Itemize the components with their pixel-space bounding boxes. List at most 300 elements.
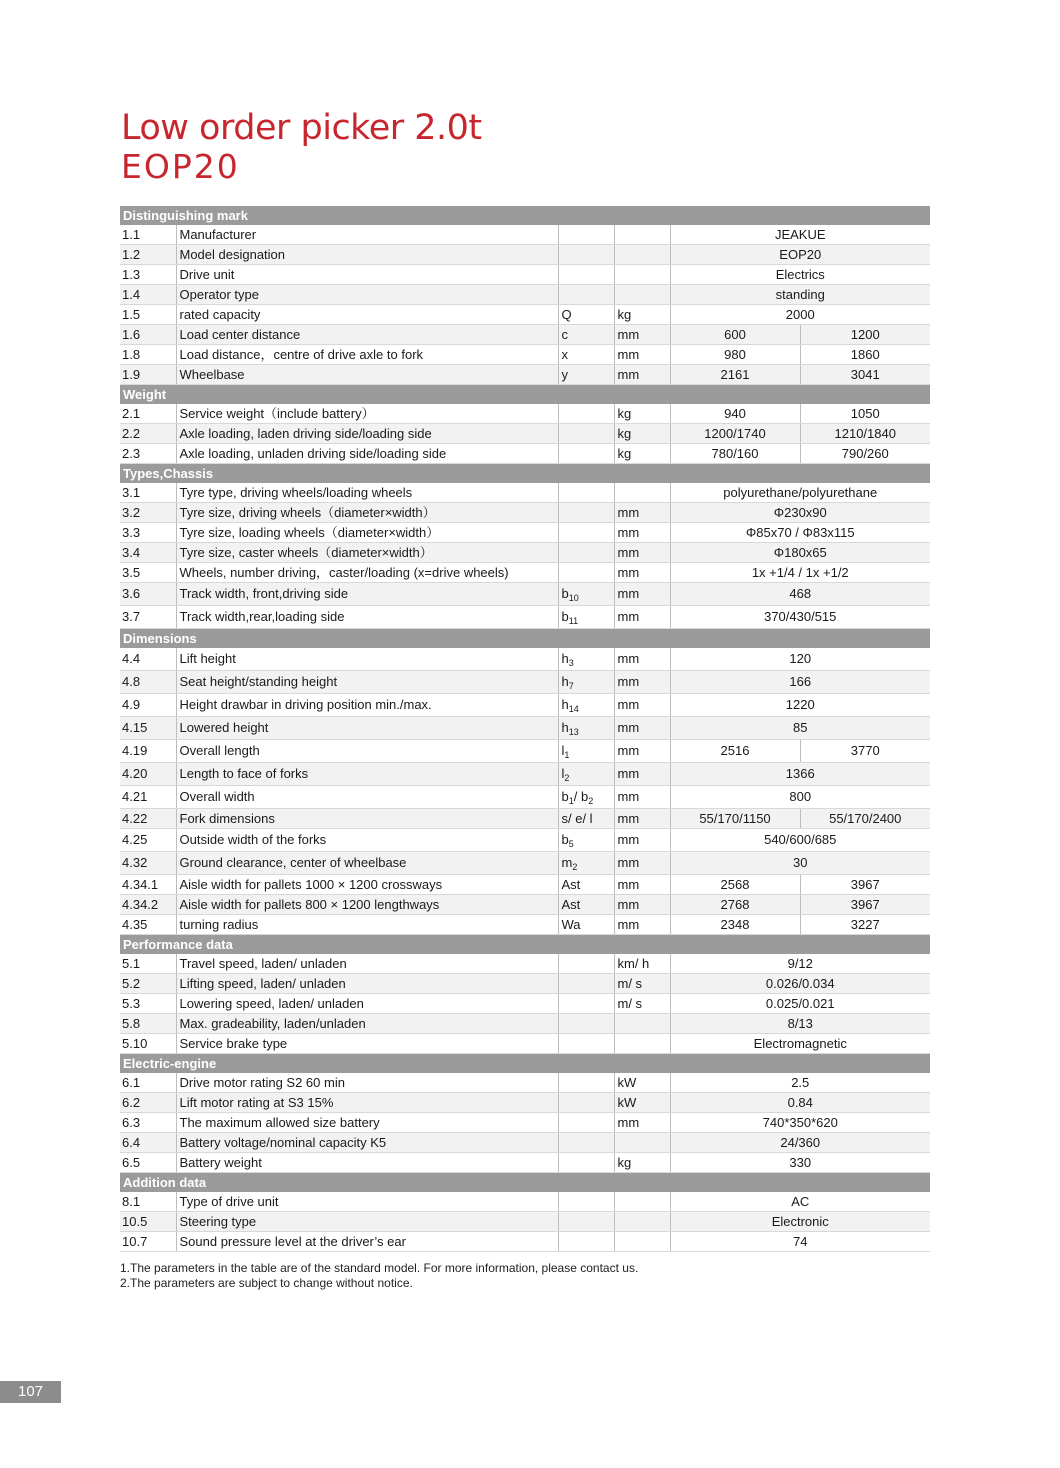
row-symbol [558, 285, 614, 305]
symbol-subscript: 10 [568, 593, 579, 603]
section-header [120, 1054, 930, 1074]
row-unit [614, 1232, 670, 1252]
table-row [120, 543, 930, 563]
table-row [120, 1034, 930, 1054]
row-description: Steering type [176, 1212, 558, 1232]
section-title: Addition data [120, 1173, 930, 1193]
row-value: Φ180x65 [670, 543, 930, 563]
symbol-subscript: 5 [568, 839, 574, 849]
row-value: 2516 [670, 740, 800, 763]
row-symbol [558, 994, 614, 1014]
row-description: Track width, front,driving side [176, 583, 558, 606]
row-description: Length to face of forks [176, 763, 558, 786]
row-ref: 4.20 [120, 763, 176, 786]
row-unit: kg [614, 404, 670, 424]
row-value: Φ85x70 / Φ83x115 [670, 523, 930, 543]
row-symbol [558, 225, 614, 245]
row-value: 330 [670, 1153, 930, 1173]
row-ref: 5.2 [120, 974, 176, 994]
row-description: Service brake type [176, 1034, 558, 1054]
row-unit: mm [614, 606, 670, 629]
row-unit: mm [614, 829, 670, 852]
row-description: Seat height/standing height [176, 671, 558, 694]
table-row [120, 954, 930, 974]
row-symbol [558, 740, 614, 763]
row-value: 8/13 [670, 1014, 930, 1034]
section-header [120, 1173, 930, 1193]
row-value: 370/430/515 [670, 606, 930, 629]
row-ref: 8.1 [120, 1192, 176, 1212]
row-value: 540/600/685 [670, 829, 930, 852]
row-value: 1200/1740 [670, 424, 800, 444]
row-value: 30 [670, 852, 930, 875]
row-symbol [558, 523, 614, 543]
row-description: Overall width [176, 786, 558, 809]
row-description: Aisle width for pallets 1000 × 1200 crossways [176, 875, 558, 895]
row-value: polyurethane/polyurethane [670, 483, 930, 503]
row-value: Electronic [670, 1212, 930, 1232]
row-value: 1x +1/4 / 1x +1/2 [670, 563, 930, 583]
row-value: 3227 [800, 915, 930, 935]
row-value: Electrics [670, 265, 930, 285]
row-unit: mm [614, 717, 670, 740]
row-description: Aisle width for pallets 800 × 1200 lengthways [176, 895, 558, 915]
row-ref: 1.4 [120, 285, 176, 305]
row-value: Electromagnetic [670, 1034, 930, 1054]
row-unit: kW [614, 1093, 670, 1113]
row-unit: kW [614, 1073, 670, 1093]
row-ref: 1.1 [120, 225, 176, 245]
symbol-text: b [561, 609, 569, 624]
row-value: 600 [670, 325, 800, 345]
row-description: Overall length [176, 740, 558, 763]
row-value: 0.84 [670, 1093, 930, 1113]
symbol-subscript: 2 [588, 796, 594, 806]
row-symbol [558, 974, 614, 994]
row-value: 2768 [670, 895, 800, 915]
section-title: Dimensions [120, 629, 930, 649]
row-symbol [558, 424, 614, 444]
row-value: AC [670, 1192, 930, 1212]
row-value: 120 [670, 648, 930, 671]
symbol-text: b [561, 586, 569, 601]
row-ref: 5.1 [120, 954, 176, 974]
row-symbol [558, 829, 614, 852]
symbol-text: c [561, 327, 568, 342]
row-description: Height drawbar in driving position min./max. [176, 694, 558, 717]
row-unit: mm [614, 648, 670, 671]
table-row [120, 875, 930, 895]
section-title: Electric-engine [120, 1054, 930, 1074]
symbol-subscript: 2 [564, 773, 570, 783]
row-description: Tyre size, caster wheels（diameter×width） [176, 543, 558, 563]
symbol-subscript: 2 [572, 862, 578, 872]
row-unit: kg [614, 444, 670, 464]
row-value: 85 [670, 717, 930, 740]
row-description: Travel speed, laden/ unladen [176, 954, 558, 974]
table-row [120, 809, 930, 829]
row-ref: 4.15 [120, 717, 176, 740]
row-description: Sound pressure level at the driver’s ear [176, 1232, 558, 1252]
row-description: Tyre size, loading wheels（diameter×width） [176, 523, 558, 543]
row-unit: kg [614, 305, 670, 325]
row-symbol [558, 895, 614, 915]
table-row [120, 563, 930, 583]
symbol-text: b [561, 789, 569, 804]
row-symbol [558, 1133, 614, 1153]
symbol-text: Wa [561, 917, 581, 932]
table-row [120, 717, 930, 740]
row-symbol [558, 852, 614, 875]
row-unit [614, 285, 670, 305]
section-title: Types,Chassis [120, 464, 930, 484]
row-symbol [558, 444, 614, 464]
row-description: Lift motor rating at S3 15% [176, 1093, 558, 1113]
row-description: Type of drive unit [176, 1192, 558, 1212]
row-unit [614, 225, 670, 245]
row-description: Battery voltage/nominal capacity K5 [176, 1133, 558, 1153]
row-description: Wheelbase [176, 365, 558, 385]
row-description: Lift height [176, 648, 558, 671]
row-symbol [558, 503, 614, 523]
row-ref: 1.9 [120, 365, 176, 385]
section-header [120, 385, 930, 405]
row-ref: 4.32 [120, 852, 176, 875]
table-row [120, 265, 930, 285]
spec-table [120, 206, 930, 1252]
symbol-text: m [561, 855, 573, 870]
row-unit [614, 1192, 670, 1212]
row-description: Load center distance [176, 325, 558, 345]
footnote: 1.The parameters in the table are of the standard model. For more information, please contact us. [120, 1261, 639, 1275]
row-value: 55/170/1150 [670, 809, 800, 829]
row-description: Max. gradeability, laden/unladen [176, 1014, 558, 1034]
row-unit: mm [614, 523, 670, 543]
row-unit [614, 1133, 670, 1153]
row-symbol [558, 915, 614, 935]
row-unit: m/ s [614, 994, 670, 1014]
table-row [120, 365, 930, 385]
row-unit: mm [614, 915, 670, 935]
symbol-subscript: 7 [568, 681, 574, 691]
table-row [120, 1192, 930, 1212]
row-unit: mm [614, 503, 670, 523]
table-row [120, 404, 930, 424]
section-title: Performance data [120, 935, 930, 955]
table-row [120, 694, 930, 717]
row-description: Wheels, number driving，caster/loading (x=drive wheels) [176, 563, 558, 583]
row-value: 980 [670, 345, 800, 365]
row-ref: 4.8 [120, 671, 176, 694]
row-ref: 1.6 [120, 325, 176, 345]
row-symbol [558, 954, 614, 974]
row-description: Lowered height [176, 717, 558, 740]
row-description: The maximum allowed size battery [176, 1113, 558, 1133]
row-ref: 5.10 [120, 1034, 176, 1054]
row-value: 3967 [800, 895, 930, 915]
row-symbol [558, 694, 614, 717]
row-unit [614, 265, 670, 285]
row-unit [614, 1212, 670, 1232]
row-symbol [558, 563, 614, 583]
table-row [120, 483, 930, 503]
row-unit: mm [614, 875, 670, 895]
row-symbol [558, 245, 614, 265]
row-value: 780/160 [670, 444, 800, 464]
row-unit: mm [614, 543, 670, 563]
section-header [120, 464, 930, 484]
row-description: Fork dimensions [176, 809, 558, 829]
row-unit: mm [614, 365, 670, 385]
row-value: 1366 [670, 763, 930, 786]
row-unit: mm [614, 852, 670, 875]
row-symbol [558, 875, 614, 895]
table-row [120, 994, 930, 1014]
row-symbol [558, 1212, 614, 1232]
table-row [120, 786, 930, 809]
row-value: 74 [670, 1232, 930, 1252]
row-symbol [558, 345, 614, 365]
row-symbol [558, 763, 614, 786]
symbol-subscript: 3 [568, 658, 574, 668]
row-description: Manufacturer [176, 225, 558, 245]
table-row [120, 974, 930, 994]
footnotes [120, 1261, 638, 1291]
row-value: EOP20 [670, 245, 930, 265]
row-ref: 2.2 [120, 424, 176, 444]
table-row [120, 424, 930, 444]
section-title: Distinguishing mark [120, 206, 930, 225]
page-title: Low order picker 2.0t [121, 108, 482, 148]
table-row [120, 245, 930, 265]
row-description: Outside width of the forks [176, 829, 558, 852]
row-ref: 6.5 [120, 1153, 176, 1173]
symbol-subscript: 1 [564, 750, 570, 760]
table-row [120, 1093, 930, 1113]
row-unit: m/ s [614, 974, 670, 994]
symbol-text: b [561, 832, 569, 847]
row-symbol [558, 404, 614, 424]
row-ref: 4.22 [120, 809, 176, 829]
symbol-text: h [561, 720, 569, 735]
row-symbol [558, 325, 614, 345]
row-symbol [558, 606, 614, 629]
row-ref: 4.34.2 [120, 895, 176, 915]
row-symbol [558, 365, 614, 385]
row-unit: mm [614, 583, 670, 606]
row-value: 1210/1840 [800, 424, 930, 444]
row-ref: 1.3 [120, 265, 176, 285]
symbol-text: / b [573, 789, 589, 804]
row-value: 24/360 [670, 1133, 930, 1153]
table-row [120, 345, 930, 365]
row-symbol [558, 1093, 614, 1113]
row-unit: mm [614, 1113, 670, 1133]
row-description: Load distance，centre of drive axle to fork [176, 345, 558, 365]
section-title: Weight [120, 385, 930, 405]
row-unit [614, 1014, 670, 1034]
table-row [120, 503, 930, 523]
row-description: Lifting speed, laden/ unladen [176, 974, 558, 994]
symbol-text: Ast [561, 897, 581, 912]
row-symbol [558, 1073, 614, 1093]
row-description: Lowering speed, laden/ unladen [176, 994, 558, 1014]
row-symbol [558, 1113, 614, 1133]
row-description: Drive motor rating S2 60 min [176, 1073, 558, 1093]
row-ref: 1.2 [120, 245, 176, 265]
row-unit: mm [614, 563, 670, 583]
row-value: 2161 [670, 365, 800, 385]
row-ref: 5.8 [120, 1014, 176, 1034]
section-header [120, 629, 930, 649]
row-ref: 4.4 [120, 648, 176, 671]
row-value: 3041 [800, 365, 930, 385]
row-unit: kg [614, 424, 670, 444]
row-unit [614, 245, 670, 265]
table-row [120, 444, 930, 464]
symbol-subscript: 13 [568, 727, 579, 737]
row-description: Axle loading, unladen driving side/loading side [176, 444, 558, 464]
row-value: 1860 [800, 345, 930, 365]
row-value: 800 [670, 786, 930, 809]
row-ref: 3.3 [120, 523, 176, 543]
table-row [120, 763, 930, 786]
row-value: 1200 [800, 325, 930, 345]
row-value: 166 [670, 671, 930, 694]
row-symbol [558, 671, 614, 694]
row-value: 3770 [800, 740, 930, 763]
row-symbol [558, 1192, 614, 1212]
row-symbol [558, 483, 614, 503]
row-ref: 2.1 [120, 404, 176, 424]
row-ref: 4.25 [120, 829, 176, 852]
row-value: 2568 [670, 875, 800, 895]
row-symbol [558, 265, 614, 285]
row-ref: 3.5 [120, 563, 176, 583]
row-unit: mm [614, 809, 670, 829]
row-value: 468 [670, 583, 930, 606]
row-ref: 4.19 [120, 740, 176, 763]
symbol-text: x [561, 347, 568, 362]
symbol-text: l [561, 766, 565, 781]
model-name: EOP20 [121, 147, 240, 186]
row-ref: 10.5 [120, 1212, 176, 1232]
table-row [120, 1212, 930, 1232]
footnote: 2.The parameters are subject to change without notice. [120, 1276, 413, 1290]
row-symbol [558, 1014, 614, 1034]
row-unit: kg [614, 1153, 670, 1173]
row-symbol [558, 809, 614, 829]
table-row [120, 1232, 930, 1252]
row-ref: 5.3 [120, 994, 176, 1014]
row-unit: mm [614, 671, 670, 694]
row-symbol [558, 1153, 614, 1173]
row-ref: 1.5 [120, 305, 176, 325]
row-ref: 4.9 [120, 694, 176, 717]
table-row [120, 829, 930, 852]
row-ref: 3.1 [120, 483, 176, 503]
table-row [120, 1113, 930, 1133]
page-number: 107 [0, 1381, 61, 1403]
row-symbol [558, 717, 614, 740]
row-unit: mm [614, 895, 670, 915]
table-row [120, 225, 930, 245]
table-row [120, 606, 930, 629]
table-row [120, 305, 930, 325]
row-description: Ground clearance, center of wheelbase [176, 852, 558, 875]
row-description: rated capacity [176, 305, 558, 325]
table-row [120, 583, 930, 606]
row-description: turning radius [176, 915, 558, 935]
row-value: standing [670, 285, 930, 305]
symbol-text: Ast [561, 877, 581, 892]
row-unit: mm [614, 763, 670, 786]
row-ref: 10.7 [120, 1232, 176, 1252]
symbol-text: Q [561, 307, 572, 322]
row-value: 9/12 [670, 954, 930, 974]
table-row [120, 1073, 930, 1093]
row-value: Φ230x90 [670, 503, 930, 523]
symbol-subscript: 1 [568, 796, 574, 806]
row-value: 940 [670, 404, 800, 424]
row-value: 1050 [800, 404, 930, 424]
row-symbol [558, 786, 614, 809]
row-value: 0.026/0.034 [670, 974, 930, 994]
row-value: 740*350*620 [670, 1113, 930, 1133]
row-value: 55/170/2400 [800, 809, 930, 829]
row-description: Tyre size, driving wheels（diameter×width） [176, 503, 558, 523]
row-unit: mm [614, 740, 670, 763]
table-row [120, 325, 930, 345]
row-symbol [558, 648, 614, 671]
row-ref: 4.35 [120, 915, 176, 935]
row-value: 2348 [670, 915, 800, 935]
symbol-text: s/ e/ l [561, 811, 593, 826]
row-unit: km/ h [614, 954, 670, 974]
row-ref: 1.8 [120, 345, 176, 365]
row-unit: mm [614, 694, 670, 717]
table-row [120, 1153, 930, 1173]
row-unit [614, 483, 670, 503]
row-symbol [558, 543, 614, 563]
row-ref: 6.1 [120, 1073, 176, 1093]
symbol-text: h [561, 697, 569, 712]
table-row [120, 852, 930, 875]
row-value: 1220 [670, 694, 930, 717]
row-ref: 3.7 [120, 606, 176, 629]
symbol-text: h [561, 651, 569, 666]
row-description: Track width,rear,loading side [176, 606, 558, 629]
table-row [120, 285, 930, 305]
row-description: Battery weight [176, 1153, 558, 1173]
section-header [120, 935, 930, 955]
symbol-text: h [561, 674, 569, 689]
row-ref: 3.4 [120, 543, 176, 563]
table-row [120, 1133, 930, 1153]
row-description: Drive unit [176, 265, 558, 285]
row-value: 2000 [670, 305, 930, 325]
row-ref: 6.3 [120, 1113, 176, 1133]
row-ref: 6.4 [120, 1133, 176, 1153]
row-ref: 6.2 [120, 1093, 176, 1113]
row-description: Tyre type, driving wheels/loading wheels [176, 483, 558, 503]
row-symbol [558, 1034, 614, 1054]
row-value: 0.025/0.021 [670, 994, 930, 1014]
table-row [120, 1014, 930, 1034]
row-description: Model designation [176, 245, 558, 265]
row-description: Service weight（include battery） [176, 404, 558, 424]
row-ref: 2.3 [120, 444, 176, 464]
